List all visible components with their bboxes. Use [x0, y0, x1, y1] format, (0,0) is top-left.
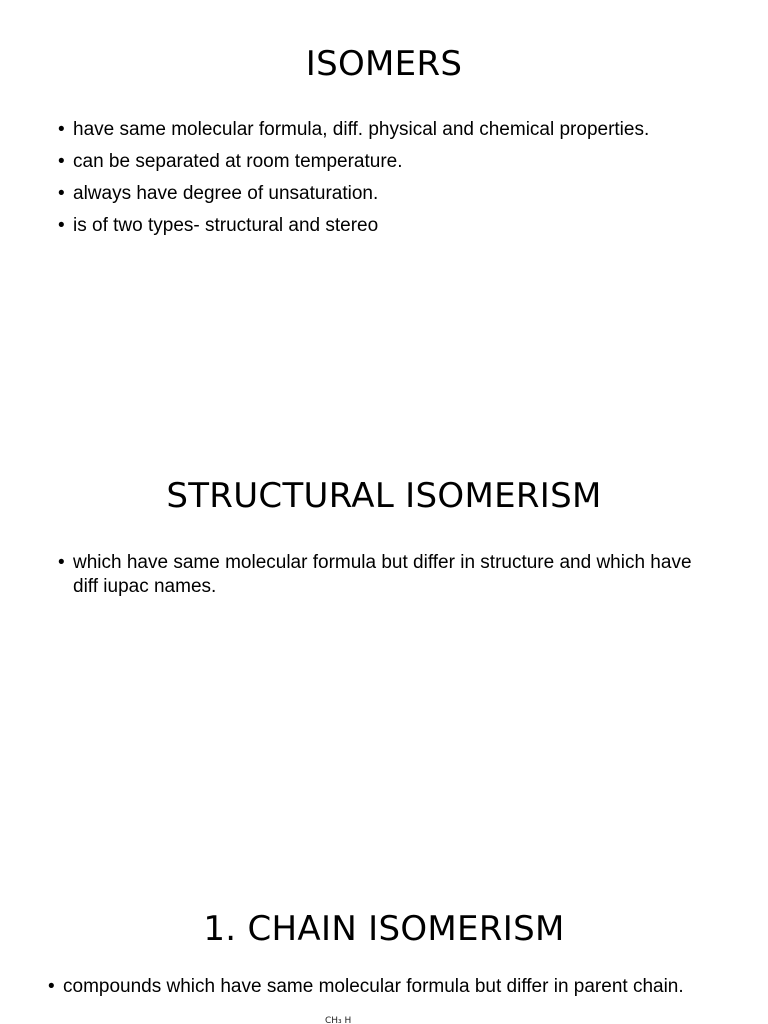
slide-isomers — [0, 0, 768, 430]
bullet-list — [48, 975, 698, 1007]
slide-structural-isomerism — [0, 430, 768, 860]
list-item: • have same molecular formula, diff. physical and chemical properties. — [58, 118, 738, 142]
list-item: • can be separated at room temperature. — [58, 150, 738, 174]
list-item: • is of two types- structural and stereo — [58, 214, 738, 238]
list-item: • compounds which have same molecular formula but differ in parent chain. — [48, 975, 698, 999]
bullet-list — [58, 551, 708, 607]
slide-chain-isomerism — [0, 860, 768, 1024]
chemical-formula-fragment: CH₃ H — [325, 1016, 352, 1024]
slide-title: STRUCTURAL ISOMERISM — [166, 476, 602, 516]
slide-title: ISOMERS — [305, 44, 463, 84]
slide-title: 1. CHAIN ISOMERISM — [203, 909, 565, 949]
bullet-list — [58, 118, 738, 246]
list-item: • always have degree of unsaturation. — [58, 182, 738, 206]
list-item: • which have same molecular formula but differ in structure and which have diff iupac names. — [58, 551, 708, 599]
